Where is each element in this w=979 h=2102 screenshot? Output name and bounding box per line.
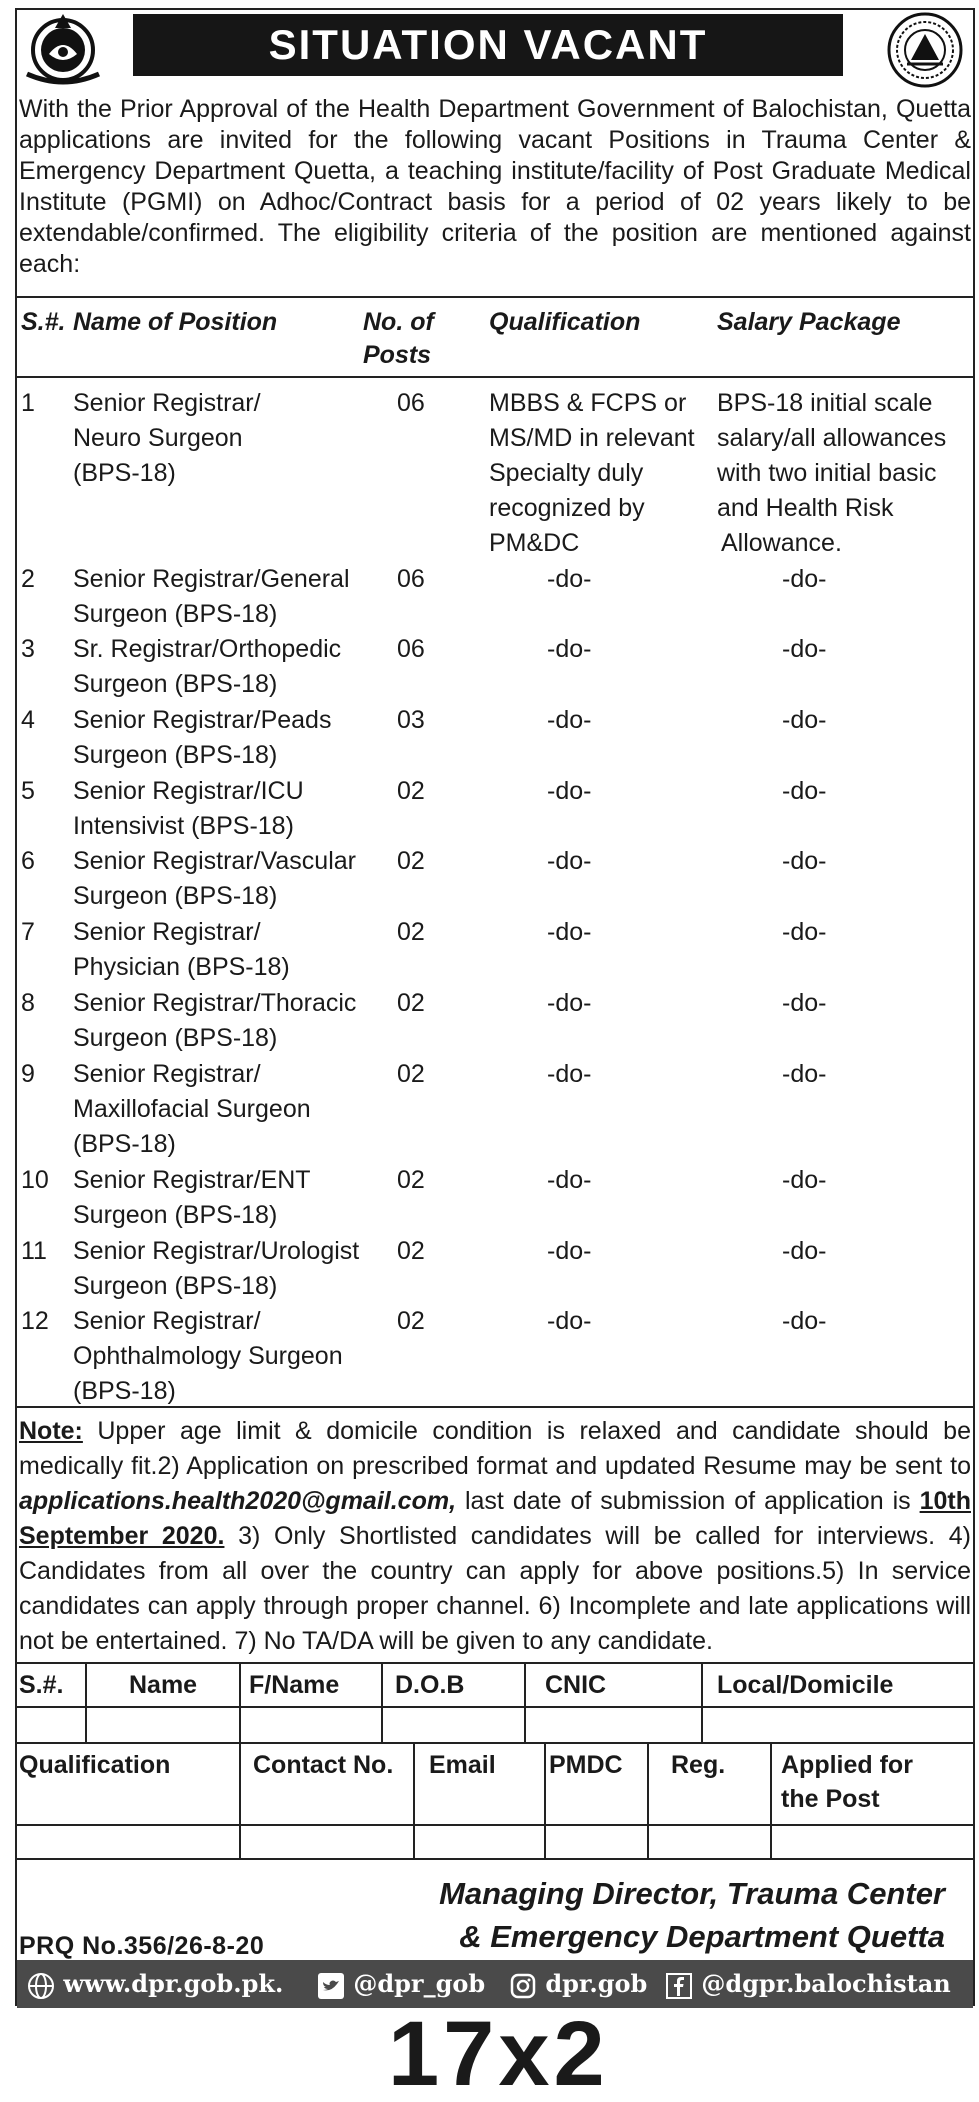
facebook-icon	[665, 1972, 693, 2000]
row-posts: 02	[397, 1307, 425, 1335]
instagram-link[interactable]: dpr.gob	[509, 1960, 647, 2008]
intro-paragraph: With the Prior Approval of the Health Department Government of Balochistan, Quetta applications are invited for the following vacant Positions in Trauma Center & Emergency Department Quetta, a teaching institute/facility of Post Graduate Medical Institute (PGMI) on Adhoc/Contract basis for a period of 02 years likely to be extendable/confirmed. The eligibility criteria of the position are mentioned against each:	[19, 95, 971, 278]
row-position: Senior Registrar/Vascular Surgeon (BPS-18)	[73, 847, 356, 910]
header-sn: S.#.	[21, 308, 66, 336]
row-position: Senior Registrar/ Ophthalmology Surgeon (BPS-18)	[73, 1307, 343, 1405]
form-sn-label: S.#.	[19, 1671, 64, 1699]
row-posts: 02	[397, 777, 425, 805]
row-sn: 4	[21, 706, 35, 734]
row-salary: -do-	[782, 1307, 827, 1335]
row-position: Senior Registrar/Peads Surgeon (BPS-18)	[73, 706, 332, 769]
row-position: Senior Registrar/ Maxillofacial Surgeon (BPS-18)	[73, 1060, 311, 1158]
application-form-grid	[17, 1662, 973, 1858]
facebook-link[interactable]: @dgpr.balochistan	[665, 1960, 951, 2008]
row-sn: 2	[21, 565, 35, 593]
row-posts: 02	[397, 918, 425, 946]
form-name-label: Name	[129, 1671, 198, 1699]
form-dob-label: D.O.B	[395, 1671, 465, 1699]
form-pmdc-label: PMDC	[549, 1751, 623, 1779]
row-position: Senior Registrar/ICU Intensivist (BPS-18)	[73, 777, 304, 840]
row-salary: BPS-18 initial scale salary/all allowances with two initial basic and Health Risk Allowance.	[717, 389, 947, 557]
row-qualification: -do-	[547, 1237, 592, 1265]
row-sn: 6	[21, 847, 35, 875]
advertisement	[15, 8, 975, 2006]
table-row	[17, 386, 973, 562]
row-posts: 02	[397, 1060, 425, 1088]
application-email[interactable]: applications.health2020@gmail.com,	[19, 1487, 457, 1515]
deadline-date: 10th September 2020.	[19, 1487, 971, 1550]
row-qualification: -do-	[547, 1166, 592, 1194]
positions-table-body	[17, 378, 973, 1406]
note-text-2: last date of submission of application is	[456, 1487, 920, 1515]
balochistan-emblem-icon	[19, 10, 107, 86]
row-salary: -do-	[782, 847, 827, 875]
form-reg-label: Reg.	[671, 1751, 726, 1779]
row-qualification: -do-	[547, 989, 592, 1017]
header-qualification: Qualification	[489, 308, 641, 336]
row-sn: 1	[21, 389, 35, 417]
row-position: Senior Registrar/ Neuro Surgeon (BPS-18)	[73, 389, 261, 487]
note-paragraph	[17, 1406, 973, 1662]
row-sn: 5	[21, 777, 35, 805]
twitter-icon	[317, 1972, 345, 2000]
row-qualification: -do-	[547, 1307, 592, 1335]
note-label: Note:	[19, 1417, 83, 1445]
row-salary: -do-	[782, 1166, 827, 1194]
row-position: Senior Registrar/ENT Surgeon (BPS-18)	[73, 1166, 311, 1229]
form-cnic-label: CNIC	[545, 1671, 607, 1699]
header-posts: No. of Posts	[363, 308, 434, 369]
prq-number: PRQ No.356/26-8-20	[19, 1932, 265, 1960]
row-sn: 8	[21, 989, 35, 1017]
issuing-authority: Managing Director, Trauma Center & Emergency Department Quetta	[439, 1876, 945, 1954]
row-qualification: -do-	[547, 565, 592, 593]
note-text-3: 3) Only Shortlisted candidates will be called for interviews. 4) Candidates from all over the country can apply for above positions.5) In service candidates can apply through proper channel. 6) Incomplete and late applications will not be entertained. 7) No TA/DA will be given to any candidate.	[19, 1522, 972, 1655]
row-salary: -do-	[782, 1060, 827, 1088]
row-qualification: -do-	[547, 777, 592, 805]
row-sn: 9	[21, 1060, 35, 1088]
row-position: Sr. Registrar/Orthopedic Surgeon (BPS-18)	[73, 635, 342, 698]
row-qualification: -do-	[547, 918, 592, 946]
row-salary: -do-	[782, 1237, 827, 1265]
instagram-icon	[509, 1972, 537, 2000]
page-title: SITUATION VACANT	[133, 14, 843, 76]
row-qualification: MBBS & FCPS or MS/MD in relevant Specialty duly recognized by PM&DC	[489, 389, 695, 557]
note-text-1: Upper age limit & domicile condition is relaxed and candidate should be medically fit.2) Application on prescribed format and updated Resume may be sent to	[19, 1417, 971, 1480]
ad-footer	[17, 1858, 973, 2008]
row-salary: -do-	[782, 706, 827, 734]
positions-table-header	[17, 296, 973, 378]
form-qualification-label: Qualification	[19, 1751, 171, 1779]
row-position: Senior Registrar/Thoracic Surgeon (BPS-18)	[73, 989, 357, 1052]
row-salary: -do-	[782, 565, 827, 593]
row-salary: -do-	[782, 989, 827, 1017]
row-qualification: -do-	[547, 847, 592, 875]
row-position: Senior Registrar/General Surgeon (BPS-18)	[73, 565, 350, 628]
website-link[interactable]: www.dpr.gob.pk.	[27, 1960, 283, 2008]
row-sn: 10	[21, 1166, 49, 1194]
row-posts: 03	[397, 706, 425, 734]
row-qualification: -do-	[547, 1060, 592, 1088]
row-posts: 06	[397, 565, 425, 593]
row-qualification: -do-	[547, 635, 592, 663]
twitter-link[interactable]: @dpr_gob	[317, 1960, 485, 2008]
department-seal-icon	[881, 10, 969, 90]
row-sn: 12	[21, 1307, 49, 1335]
row-sn: 3	[21, 635, 35, 663]
social-bar	[17, 1960, 973, 2008]
row-position: Senior Registrar/Urologist Surgeon (BPS-18)	[73, 1237, 360, 1300]
row-posts: 06	[397, 635, 425, 663]
form-fname-label: F/Name	[249, 1671, 340, 1699]
form-applied-label: Applied for the Post	[781, 1751, 913, 1813]
row-sn: 11	[21, 1237, 47, 1265]
row-posts: 06	[397, 389, 425, 417]
row-salary: -do-	[782, 777, 827, 805]
row-posts: 02	[397, 847, 425, 875]
form-domicile-label: Local/Domicile	[717, 1671, 894, 1699]
row-salary: -do-	[782, 635, 827, 663]
header-salary: Salary Package	[717, 308, 901, 336]
row-posts: 02	[397, 1166, 425, 1194]
row-posts: 02	[397, 1237, 425, 1265]
ad-header	[17, 10, 973, 90]
row-qualification: -do-	[547, 706, 592, 734]
row-sn: 7	[21, 918, 35, 946]
ad-size-label: 17x2	[388, 2003, 609, 2102]
form-contact-label: Contact No.	[253, 1751, 394, 1779]
header-name: Name of Position	[73, 308, 278, 336]
row-position: Senior Registrar/ Physician (BPS-18)	[73, 918, 290, 981]
row-posts: 02	[397, 989, 425, 1017]
form-email-label: Email	[429, 1751, 496, 1779]
globe-icon	[27, 1972, 55, 2000]
row-salary: -do-	[782, 918, 827, 946]
